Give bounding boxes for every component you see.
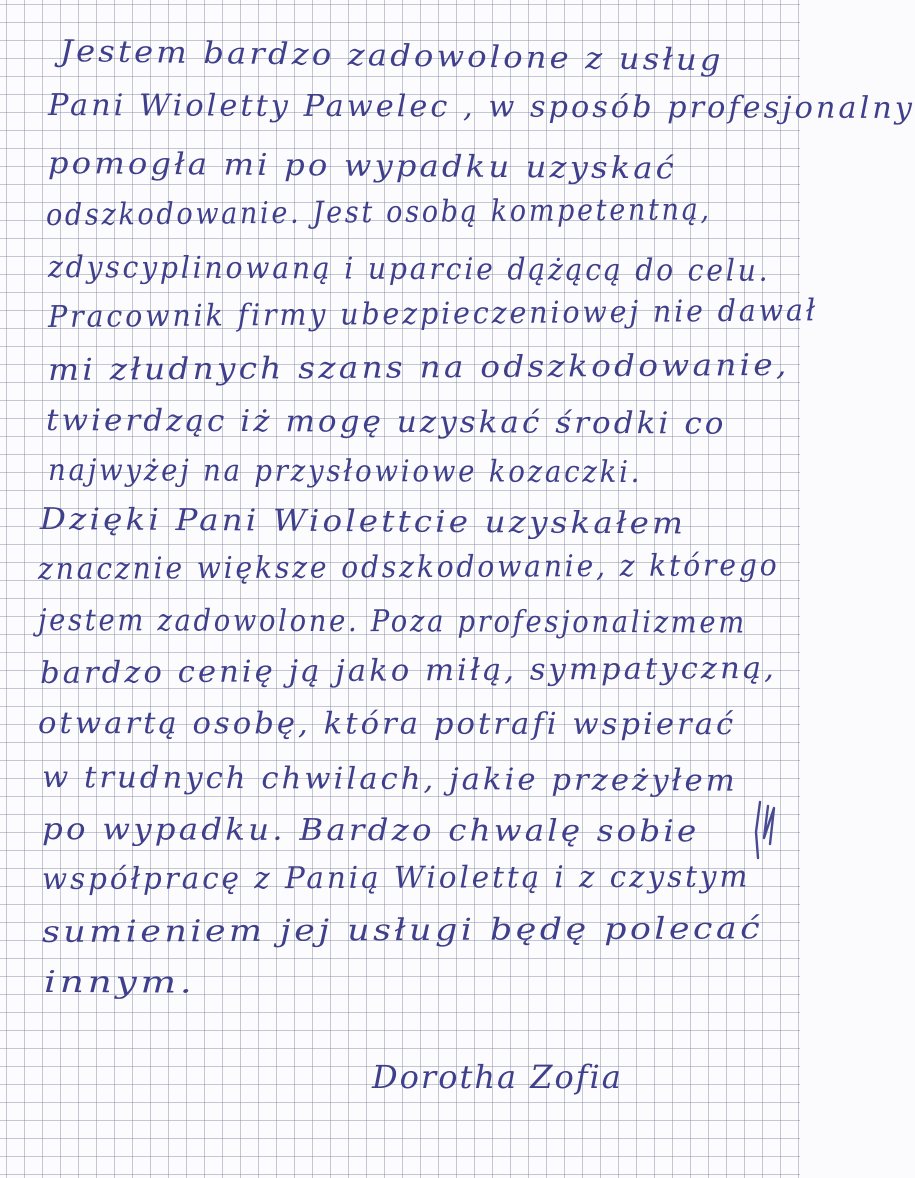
letter-line: najwyżej na przysłowiowe kozaczki. <box>47 453 643 491</box>
letter-line: współpracę z Panią Wiolettą i z czystym <box>41 859 751 897</box>
letter-line: mi złudnych szans na odszkodowanie, <box>47 347 790 388</box>
letter-line: pomogła mi po wypadku uzyskać <box>47 146 678 187</box>
letter-line: innym. <box>43 965 196 1001</box>
letter-line: znacznie większe odszkodowanie, z którego <box>37 548 780 587</box>
letter-line: Jestem bardzo zadowolone z usług <box>59 34 724 79</box>
letter-line: Pracownik firmy ubezpieczeniowej nie dawał <box>47 293 818 335</box>
letter-line: po wypadku. Bardzo chwalę sobie <box>41 812 700 850</box>
letter-line: jestem zadowolone. Poza profesjonalizmem <box>37 603 748 641</box>
letter-line: twierdząc iż mogę uzyskać środki co <box>45 403 727 442</box>
margin-mark-icon <box>750 798 780 862</box>
letter-line: Dzięki Pani Wiolettcie uzyskałem <box>39 502 687 542</box>
letter-line: bardzo cenię ją jako miłą, sympatyczną, <box>39 650 778 691</box>
letter-line: zdyscyplinowaną i uparcie dążącą do celu. <box>47 250 771 289</box>
letter-line: Pani Wioletty Pawelec , w sposób profesjonalny <box>47 88 915 127</box>
letter-line: odszkodowanie. Jest osobą kompetentną, <box>45 192 712 233</box>
letter-line: otwartą osobę, która potrafi wspierać <box>37 706 737 743</box>
letter-line: sumieniem jej usługi będę polecać <box>41 911 764 950</box>
letter-line: w trudnych chwilach, jakie przeżyłem <box>41 760 738 799</box>
signature: Dorotha Zofia <box>372 1058 623 1096</box>
